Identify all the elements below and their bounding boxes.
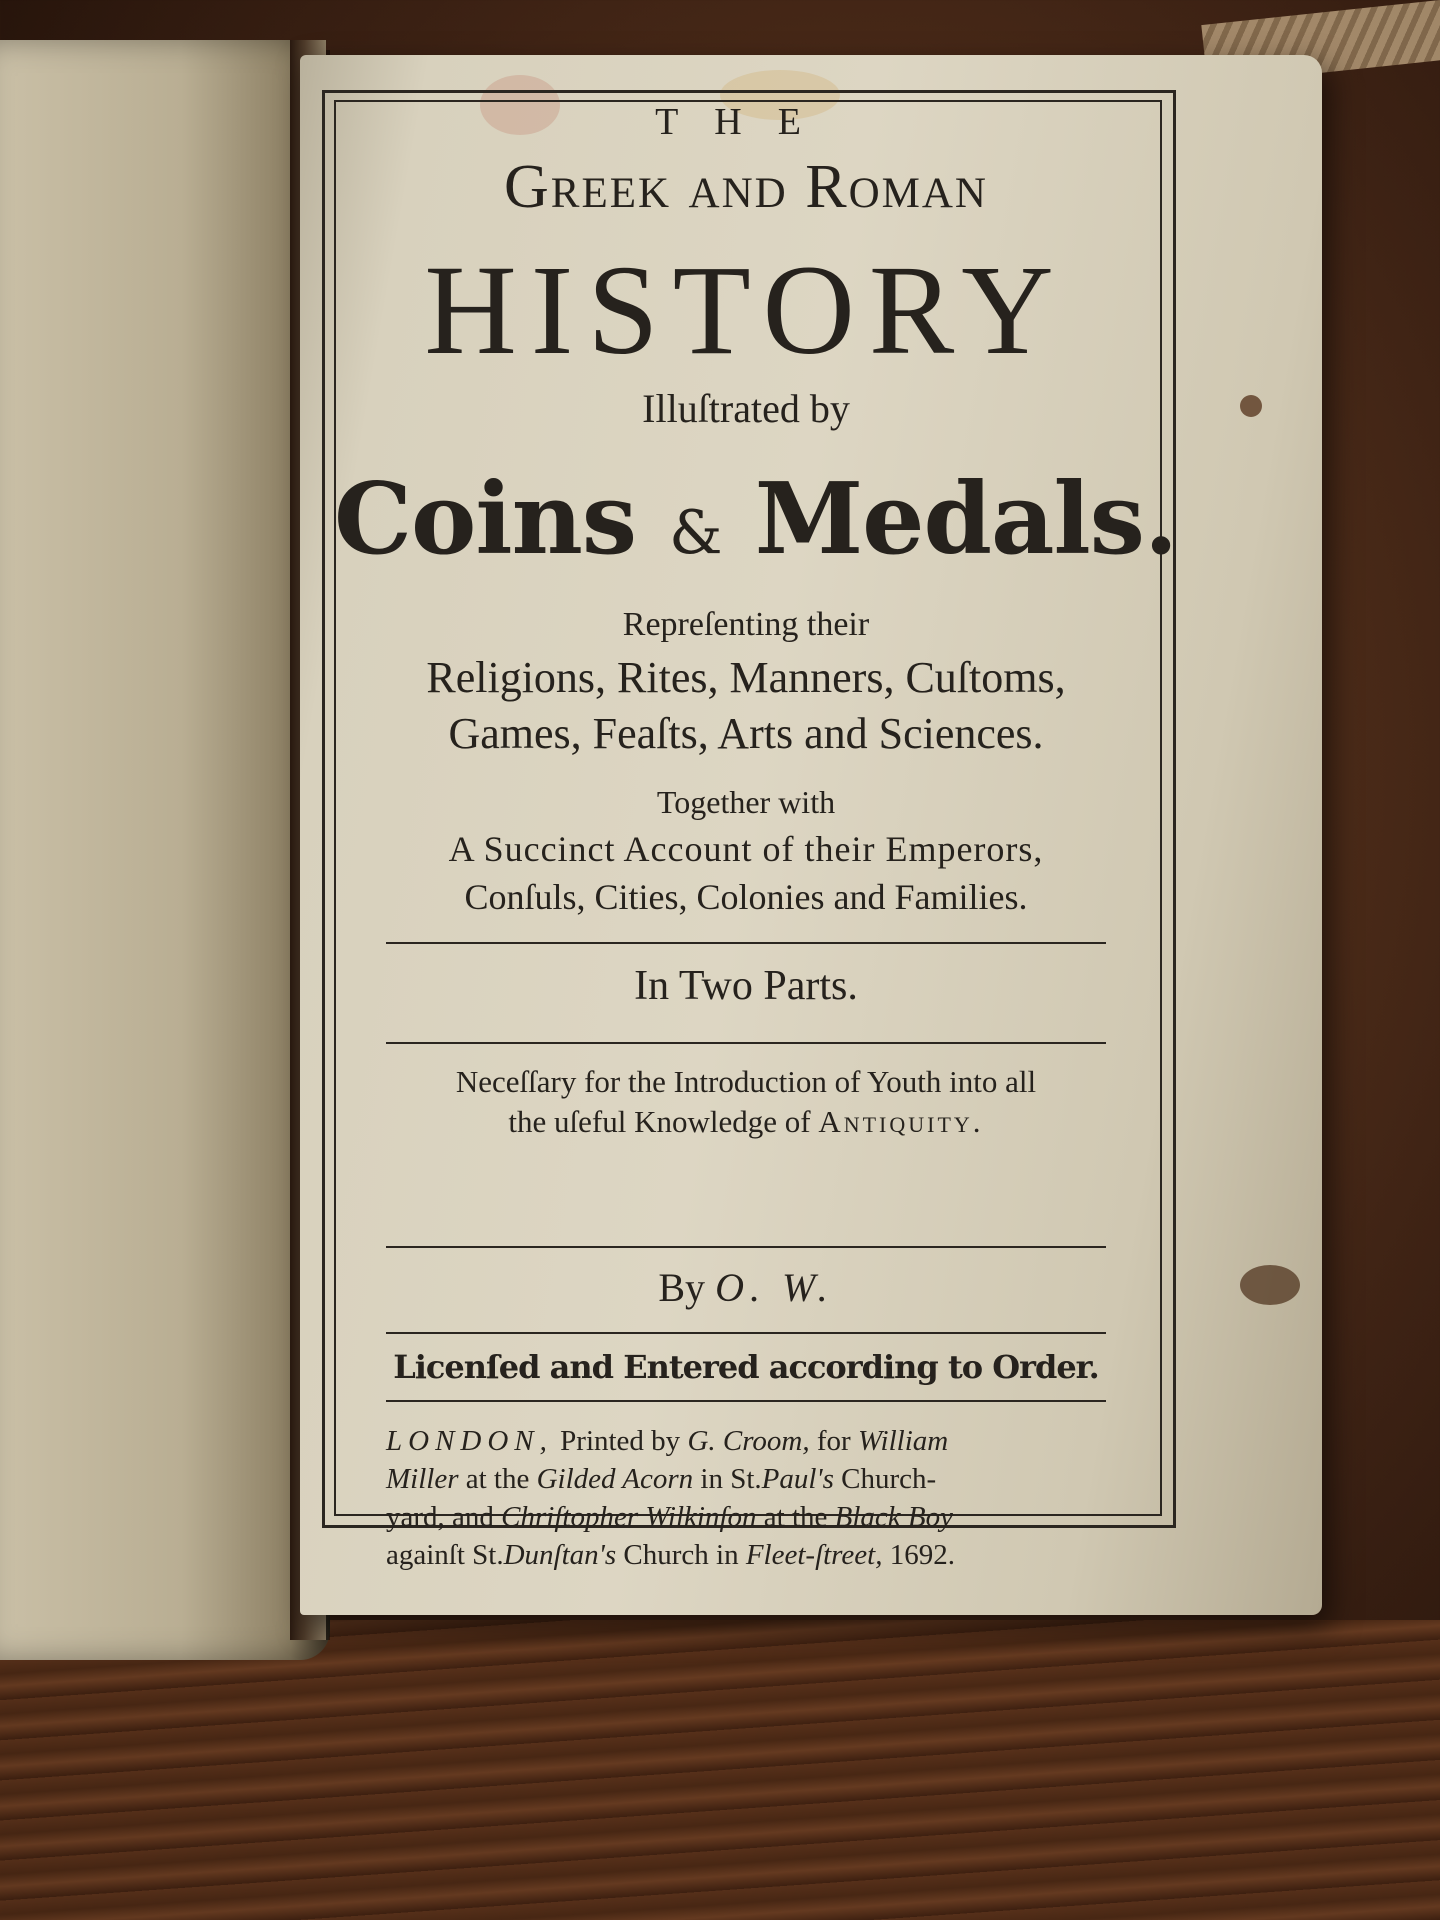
imprint-fleet-street: Fleet-ſtreet, [745, 1539, 883, 1571]
wooden-table [0, 1620, 1440, 1920]
subtitle-illustrated-by: Illuſtrated by [642, 386, 850, 431]
divider-rule [386, 1042, 1106, 1044]
divider-rule [386, 1246, 1106, 1248]
title-coins-medals [334, 450, 1178, 603]
text-games: Games, Feaſts, Arts and Sciences. [448, 709, 1044, 758]
imprint-william: William [857, 1425, 949, 1457]
imprint-line-1 [386, 1422, 1106, 1460]
imprint-yard-and: yard, and [386, 1501, 494, 1533]
title-ampersand: & [669, 498, 722, 568]
foxing-stain [1240, 395, 1262, 417]
title-the: THE [655, 101, 837, 143]
imprint-at-the-2: at the [763, 1501, 828, 1533]
imprint-block [386, 1422, 1106, 1574]
imprint-for: for [816, 1425, 851, 1457]
imprint-at-the: at the [465, 1463, 530, 1495]
imprint-printed-by: Printed by [560, 1425, 681, 1457]
imprint-gilded-acorn: Gilded Acorn [536, 1463, 694, 1495]
imprint-church: Church- [841, 1463, 937, 1495]
left-blank-page [0, 40, 330, 1660]
imprint-in-st: in St. [700, 1463, 762, 1495]
title-history: HISTORY [424, 239, 1068, 381]
text-succinct-account: A Succinct Account of their Emperors, [448, 829, 1044, 869]
imprint-line-4 [386, 1536, 1106, 1574]
imprint-church-in: Church in [623, 1539, 739, 1571]
divider-rule [386, 1332, 1106, 1334]
text-by: By [658, 1265, 706, 1310]
title-greek-roman: Greek and Roman [504, 153, 988, 221]
imprint-christopher: Chriſtopher Wilkinſon [501, 1501, 757, 1533]
foxing-stain [1240, 1265, 1300, 1305]
divider-rule [386, 1400, 1106, 1402]
text-licensed: Licenſed and Entered according to Order. [393, 1348, 1099, 1386]
text-representing: Repreſenting their [622, 606, 870, 643]
imprint-miller: Miller [386, 1463, 459, 1495]
text-antiquity: Antiquity. [818, 1104, 984, 1139]
text-consuls: Conſuls, Cities, Colonies and Families. [464, 877, 1028, 917]
imprint-against-st: againſt St. [386, 1539, 504, 1571]
text-together-with: Together with [656, 784, 836, 820]
text-necessary-2 [334, 1104, 1158, 1140]
author-line [334, 1264, 1158, 1311]
imprint-line-2 [386, 1460, 1106, 1498]
author-initials: O. W. [715, 1265, 834, 1310]
title-page-text [334, 100, 1178, 1571]
imprint-pauls: Paul's [761, 1463, 834, 1495]
divider-rule [386, 942, 1106, 944]
imprint-line-3 [386, 1498, 1106, 1536]
title-coins: Coins [334, 462, 637, 577]
imprint-dunstans: Dunſtan's [503, 1539, 617, 1571]
imprint-london: LONDON, [386, 1425, 553, 1457]
text-necessary-1: Neceſſary for the Introduction of Youth into all [455, 1064, 1037, 1099]
imprint-year: 1692. [889, 1539, 955, 1571]
text-religions: Religions, Rites, Manners, Cuſtoms, [426, 653, 1066, 702]
text-in-two-parts: In Two Parts. [634, 963, 858, 1009]
imprint-printer: G. Croom, [687, 1425, 810, 1457]
title-medals: Medals. [754, 462, 1178, 577]
imprint-black-boy: Black Boy [834, 1501, 953, 1533]
text-necessary-prefix: the uſeful Knowledge of [508, 1104, 811, 1139]
